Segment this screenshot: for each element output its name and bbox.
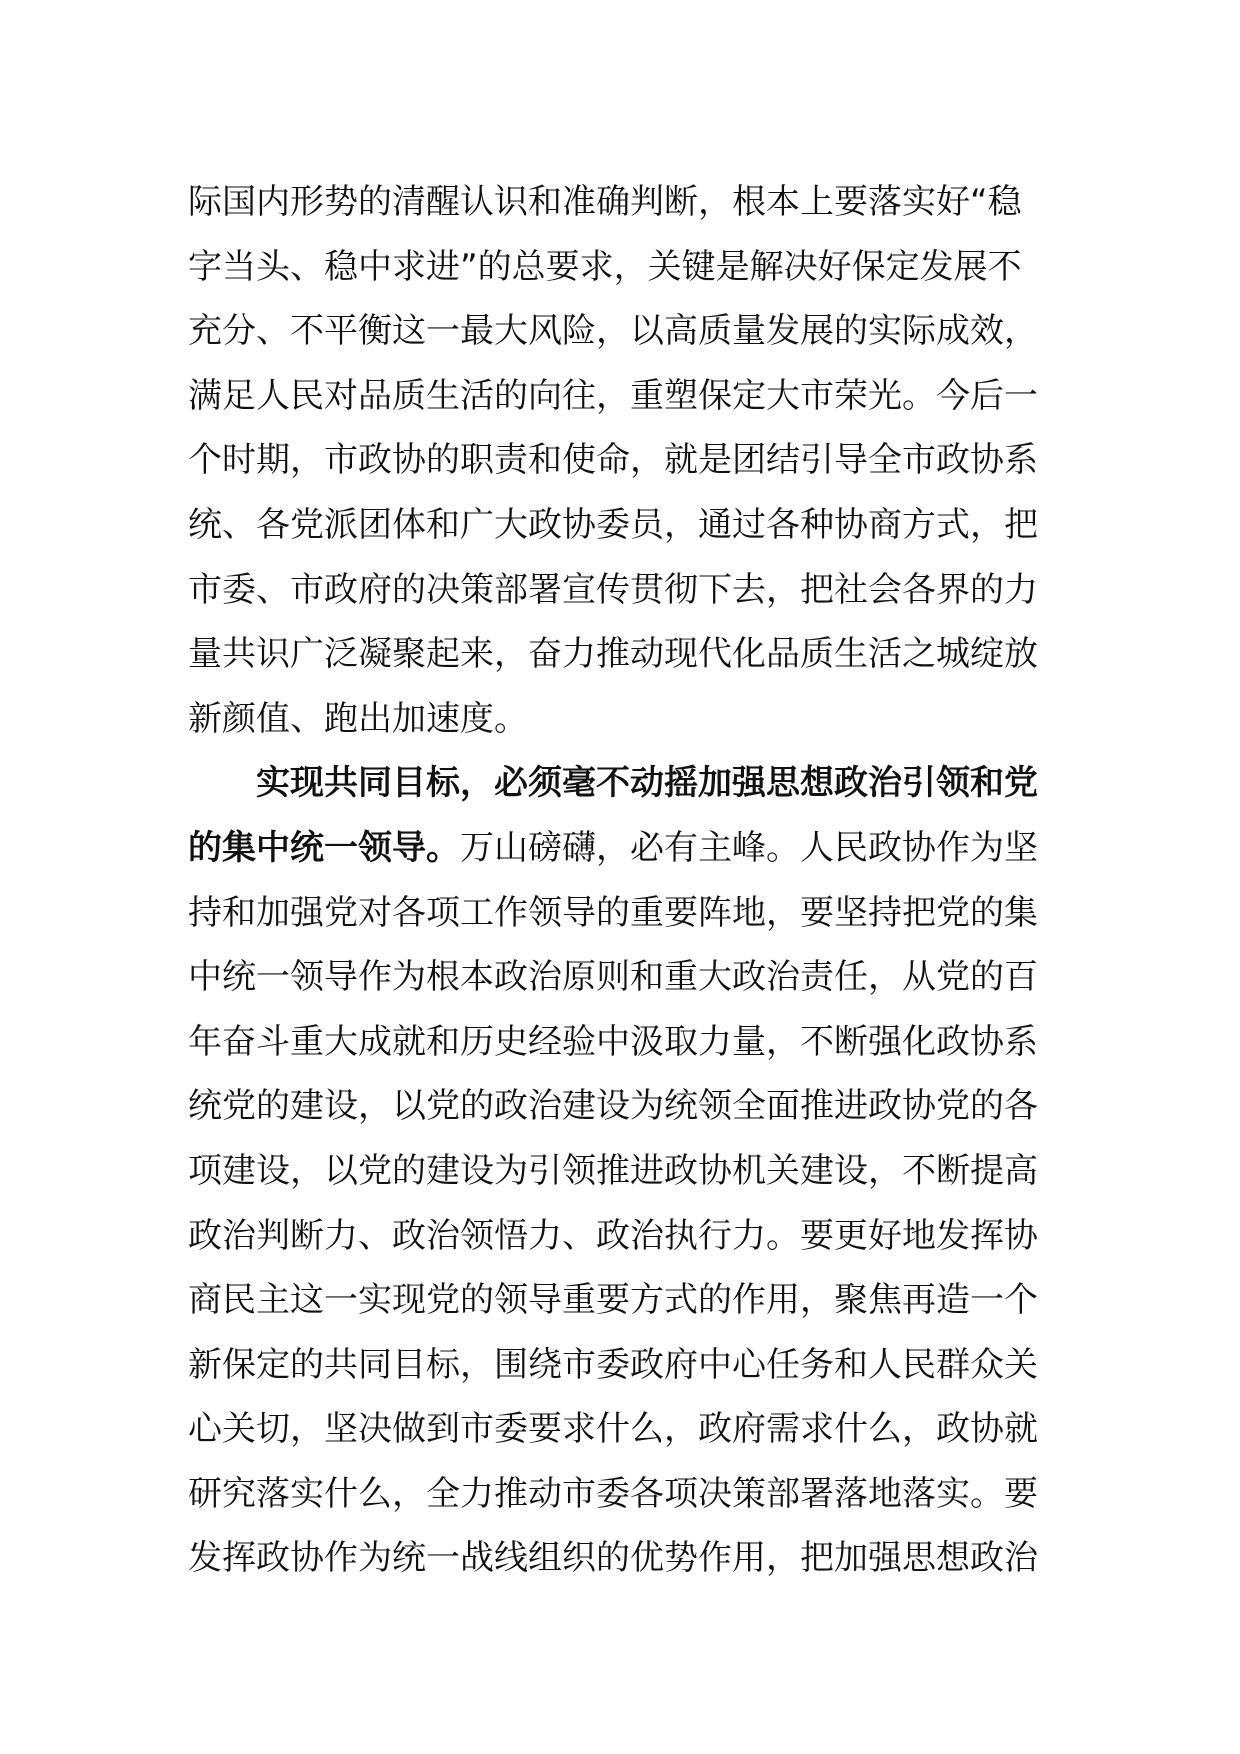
text-line-rest: 万山磅礴，必有主峰。人民政协作为坚 xyxy=(460,827,1038,868)
section-heading-end: 的集中统一领导。 xyxy=(188,827,460,868)
text-line: 满足人民对品质生活的向往，重塑保定大市荣光。今后一 xyxy=(188,375,1038,416)
text-line: 际国内形势的清醒认识和准确判断，根本上要落实好“稳 xyxy=(188,182,1022,222)
text-line: 量共识广泛凝聚起来，奋力推动现代化品质生活之城绽放 xyxy=(188,634,1038,675)
text-line: 统党的建设，以党的政治建设为统领全面推进政协党的各 xyxy=(188,1086,1038,1127)
text-line: 心关切，坚决做到市委要求什么，政府需求什么，政协就 xyxy=(188,1409,1038,1450)
text-line: 年奋斗重大成就和历史经验中汲取力量，不断强化政协系 xyxy=(188,1021,1038,1062)
text-line: 个时期，市政协的职责和使命，就是团结引导全市政协系 xyxy=(188,440,1038,481)
text-line: 商民主这一实现党的领导重要方式的作用，聚焦再造一个 xyxy=(188,1280,1038,1321)
text-line: 研究落实什么，全力推动市委各项决策部署落地落实。要 xyxy=(188,1473,1038,1514)
text-line: 发挥政协作为统一战线组织的优势作用，把加强思想政治 xyxy=(188,1538,1038,1579)
text-line: 充分、不平衡这一最大风险，以高质量发展的实际成效， xyxy=(188,311,1038,352)
text-line: 统、各党派团体和广大政协委员，通过各种协商方式，把 xyxy=(188,504,1038,545)
text-line: 中统一领导作为根本政治原则和重大政治责任，从党的百 xyxy=(188,957,1038,998)
text-line: 新颜值、跑出加速度。 xyxy=(188,698,528,739)
text-line: 项建设，以党的建设为引领推进政协机关建设，不断提高 xyxy=(188,1150,1038,1191)
text-line: 市委、市政府的决策部署宣传贯彻下去，把社会各界的力 xyxy=(188,569,1038,610)
paragraph-2 xyxy=(188,751,1058,1591)
body-text xyxy=(188,170,1058,1591)
text-line xyxy=(188,816,1058,881)
section-heading-line: 实现共同目标，必须毫不动摇加强思想政治引领和党 xyxy=(256,763,1038,804)
text-line: 持和加强党对各项工作领导的重要阵地，要坚持把党的集 xyxy=(188,892,1038,933)
text-line: 政治判断力、政治领悟力、政治执行力。要更好地发挥协 xyxy=(188,1215,1038,1256)
text-line: 字当头、稳中求进”的总要求，关键是解决好保定发展不 xyxy=(188,246,1022,287)
text-line: 新保定的共同目标，围绕市委政府中心任务和人民群众关 xyxy=(188,1344,1038,1385)
paragraph-1 xyxy=(188,170,1058,751)
